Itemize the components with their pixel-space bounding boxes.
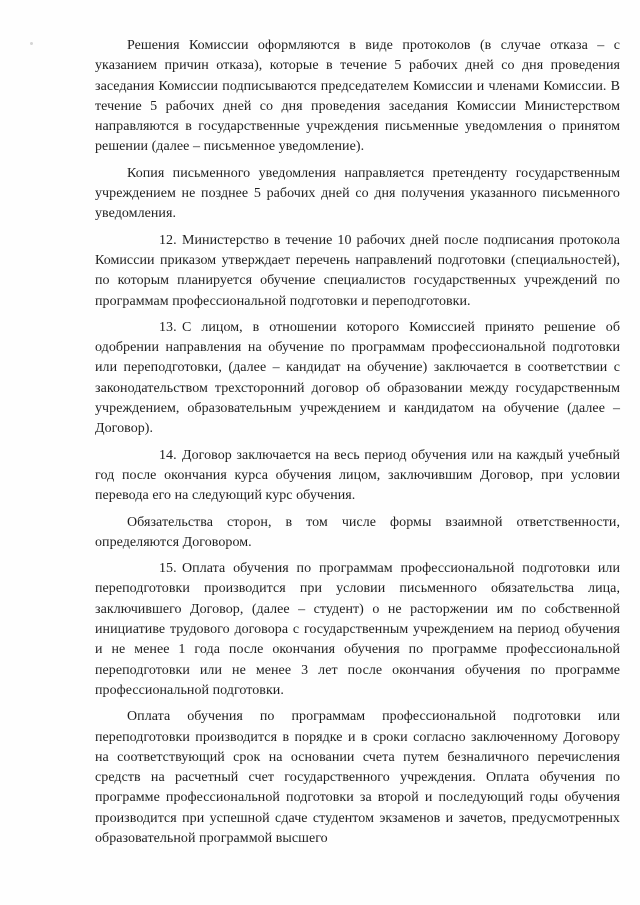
paragraph-number: 14.: [159, 447, 177, 463]
paragraph: [95, 513, 620, 554]
document-body: [95, 36, 620, 855]
paragraph-text: Оплата обучения по программам профессиональной подготовки или переподготовки производится при условии письменного обязательства лица, заключившего Договор, (далее – студент) о не расторжении им по собственной инициативе трудового договора с государственным учреждением на период обучения и не менее 1 года после окончания обучения по программе профессиональной переподготовки или не менее 3 лет после окончания обучения по программе профессиональной подготовки.: [95, 561, 620, 698]
paragraph-numbered: [95, 446, 620, 507]
paragraph-text: Договор заключается на весь период обучения или на каждый учебный год после окончания курса обучения лицом, заключившим Договор, при условии перевода его на следующий курс обучения.: [95, 447, 620, 504]
paragraph-text: Оплата обучения по программам профессиональной подготовки или переподготовки производится в порядке и в сроки согласно заключенному Договору на соответствующий срок на основании счета путем безналичного перечисления средств на расчетный счет государственного учреждения. Оплата обучения по программе профессиональной подготовки за второй и последующий годы обучения производится при успешной сдаче студентом экзаменов и зачетов, предусмотренных образовательной программой высшего: [95, 709, 620, 846]
scan-speck: [30, 42, 33, 45]
paragraph-text: Копия письменного уведомления направляется претенденту государственным учреждением не позднее 5 рабочих дней со дня получения указанного письменного уведомления.: [95, 165, 620, 222]
paragraph: [95, 36, 620, 158]
paragraph: [95, 164, 620, 225]
paragraph-text: Министерство в течение 10 рабочих дней после подписания протокола Комиссии приказом утверждает перечень направлений подготовки (специальностей), по которым планируется обучение специалистов государственных учреждений по программам профессиональной подготовки и переподготовки.: [95, 232, 620, 309]
paragraph-numbered: [95, 318, 620, 440]
paragraph-text: Решения Комиссии оформляются в виде протоколов (в случае отказа – с указанием причин отказа), которые в течение 5 рабочих дней со дня проведения заседания Комиссии подписываются председателем Комиссии и членами Комиссии. В течение 5 рабочих дней со дня проведения заседания Комиссии Министерством направляются в государственные учреждения письменные уведомления о принятом решении (далее – письменное уведомление).: [95, 38, 620, 155]
paragraph-number: 13.: [159, 319, 177, 335]
paragraph-text: С лицом, в отношении которого Комиссией принято решение об одобрении направления на обучение по программам профессиональной подготовки или переподготовки, (далее – кандидат на обучение) заключается в соответствии с законодательством трехсторонний договор об образовании между государственным учреждением, образовательным учреждением и кандидатом на обучение (далее – Договор).: [95, 319, 620, 437]
paragraph-text: Обязательства сторон, в том числе формы взаимной ответственности, определяются Договором.: [95, 514, 620, 550]
paragraph-number: 12.: [159, 232, 177, 248]
paragraph-numbered: [95, 559, 620, 701]
paragraph-numbered: [95, 231, 620, 312]
paragraph: [95, 707, 620, 849]
paragraph-number: 15.: [159, 561, 177, 577]
